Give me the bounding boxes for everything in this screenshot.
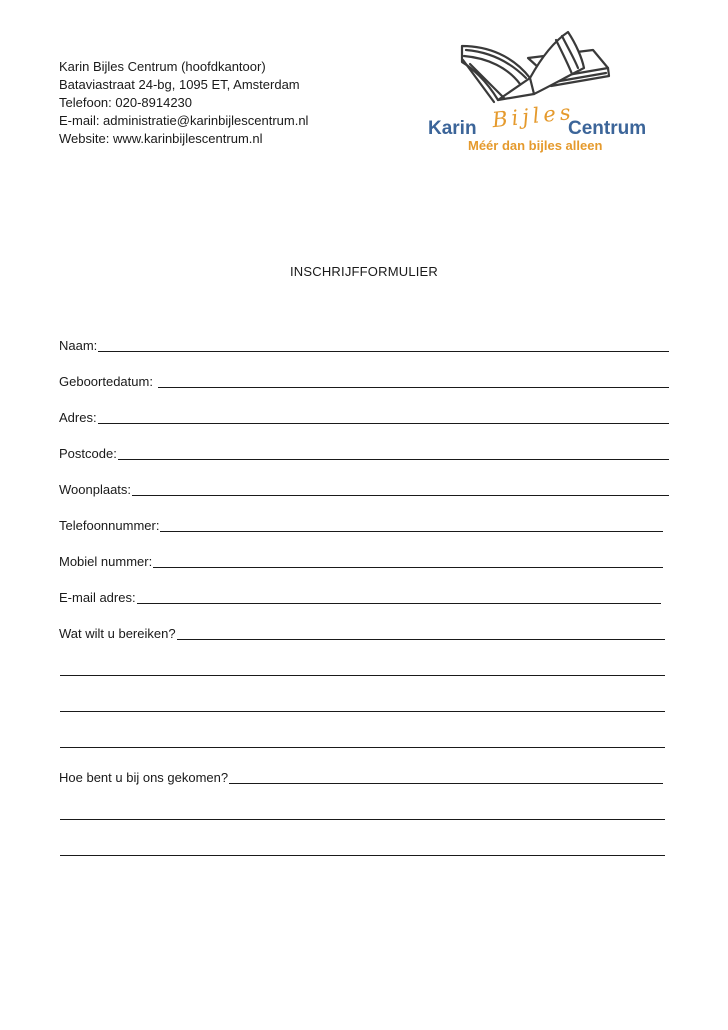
field-woonplaats[interactable]	[59, 462, 669, 498]
fill-line[interactable]	[60, 710, 665, 712]
field-hoe-bent-u-bij-ons-gekomen[interactable]	[59, 750, 669, 786]
field-label: Geboortedatum:	[59, 374, 153, 389]
field-telefoonnummer[interactable]	[59, 498, 669, 534]
fill-line[interactable]	[132, 494, 669, 496]
logo-word-karin: Karin	[428, 118, 477, 139]
fill-line[interactable]	[160, 530, 663, 532]
field-label: E-mail adres:	[59, 590, 136, 605]
field-label: Hoe bent u bij ons gekomen?	[59, 770, 229, 785]
field-label: Telefoonnummer:	[59, 518, 160, 533]
field-adres[interactable]	[59, 390, 669, 426]
field-continuation-line[interactable]	[59, 642, 669, 678]
field-email-adres[interactable]	[59, 570, 669, 606]
field-continuation-line[interactable]	[59, 678, 669, 714]
fill-line[interactable]	[98, 422, 669, 424]
field-continuation-line[interactable]	[59, 714, 669, 750]
field-postcode[interactable]	[59, 426, 669, 462]
field-geboortedatum[interactable]	[59, 354, 669, 390]
logo-tagline: Méér dan bijles alleen	[468, 138, 603, 153]
field-label: Mobiel nummer:	[59, 554, 153, 569]
field-mobiel-nummer[interactable]	[59, 534, 669, 570]
street-address: Bataviastraat 24-bg, 1095 ET, Amsterdam	[59, 77, 300, 92]
fill-line[interactable]	[153, 566, 663, 568]
field-label: Postcode:	[59, 446, 117, 461]
fill-line[interactable]	[60, 818, 665, 820]
registration-form	[59, 318, 669, 858]
fill-line[interactable]	[60, 854, 665, 856]
fill-line[interactable]	[177, 638, 665, 640]
field-continuation-line[interactable]	[59, 822, 669, 858]
fill-line[interactable]	[118, 458, 669, 460]
company-logo	[428, 28, 664, 158]
logo-word-centrum: Centrum	[568, 118, 647, 139]
field-label: Naam:	[59, 338, 98, 353]
open-book-icon	[458, 28, 618, 108]
fill-line[interactable]	[98, 350, 669, 352]
fill-line[interactable]	[60, 746, 665, 748]
field-label: Wat wilt u bereiken?	[59, 626, 176, 641]
fill-line[interactable]	[229, 782, 663, 784]
phone-line: Telefoon: 020-8914230	[59, 95, 193, 110]
field-wat-wilt-u-bereiken[interactable]	[59, 606, 669, 642]
fill-line[interactable]	[60, 674, 665, 676]
logo-word-bijles: Bijles	[490, 99, 576, 133]
fill-line[interactable]	[158, 386, 669, 388]
website-line: Website: www.karinbijlescentrum.nl	[59, 131, 263, 146]
contact-block	[59, 58, 308, 148]
email-line: E-mail: administratie@karinbijlescentrum.nl	[59, 113, 309, 128]
field-naam[interactable]	[59, 318, 669, 354]
field-label: Woonplaats:	[59, 482, 132, 497]
field-continuation-line[interactable]	[59, 786, 669, 822]
company-name: Karin Bijles Centrum (hoofdkantoor)	[59, 59, 266, 74]
fill-line[interactable]	[137, 602, 661, 604]
field-label: Adres:	[59, 410, 97, 425]
form-title: INSCHRIJFFORMULIER	[289, 264, 439, 279]
